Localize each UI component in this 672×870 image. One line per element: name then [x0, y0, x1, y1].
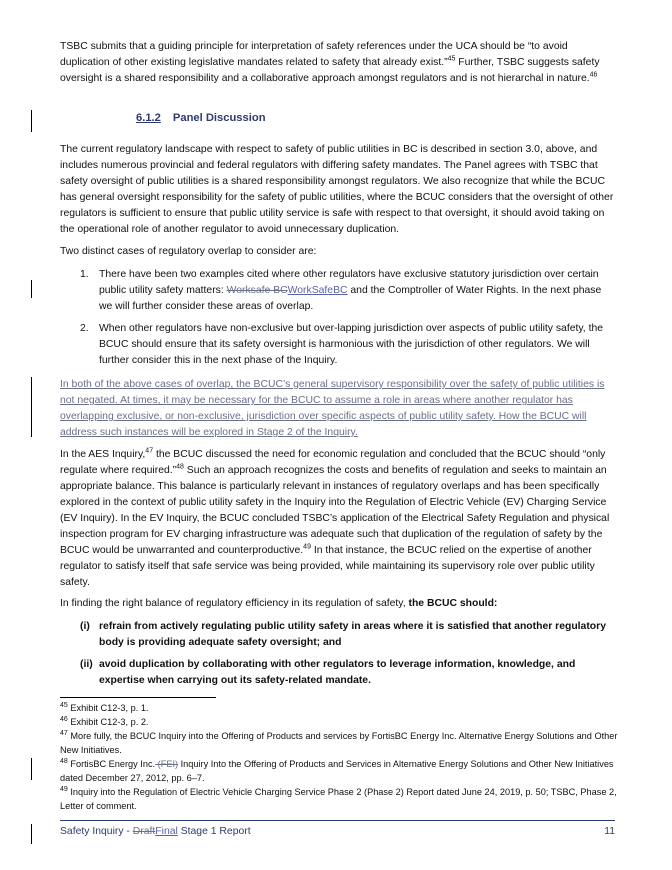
section-number: 6.1.2: [136, 112, 161, 124]
aes-text: Such an approach recognizes the costs and benefits of regulation and seeks to maintain an appropriate balance. This balance is particularly relevant in instances of regulatory overlaps and has been specifically explored in the context of public utility safety in the Inquiry into the Regulation of Electric Vehicle (EV) Charging Service (EV Inquiry). In the EV Inquiry, the BCUC concluded TSBC’s application of the Electrical Safety Regulation and physical inspection program for EV charging infrastructure was adequate such that duplication of the regulation of safety by the BCUC would be unwarranted and counterproductive.: [60, 465, 610, 556]
footnote-separator: [60, 697, 216, 698]
change-bar: [31, 824, 32, 844]
deleted-text: Worksafe BC: [226, 285, 288, 296]
list-text: When other regulators have non-exclusive but over-lapping jurisdiction over aspects of public utility safety, the BCUC should ensure that its safety oversight is harmonious with the jurisdiction of other regulators. We will further consider this in the next phase of the Inquiry.: [99, 323, 604, 366]
footnote-text: FortisBC Energy Inc.: [67, 759, 156, 769]
list-text: There have been two examples cited where other regulators have exclusive statutory jurisdiction over certain public utility safety matters:: [99, 269, 599, 296]
conclusion-text: In finding the right balance of regulatory efficiency in its regulation of safety,: [60, 598, 409, 609]
footnote-text: More fully, the BCUC Inquiry into the Offering of Products and services by FortisBC Energy Inc. Alternative Energy Solutions and Other New Initiatives.: [60, 731, 618, 755]
list-item: [60, 619, 615, 651]
conclusion-bold: the BCUC should:: [408, 598, 498, 609]
list-marker: 1.: [80, 269, 89, 280]
footnote-number: 45: [60, 701, 68, 709]
footnote-number: 48: [60, 757, 68, 765]
list-text: avoid duplication by collaborating with other regulators to leverage information, knowledge, and expertise when carrying out its safety-related mandate.: [99, 659, 576, 686]
footnote: [60, 758, 620, 785]
cases-intro: Two distinct cases of regulatory overlap to consider are:: [60, 246, 317, 257]
list-item: [60, 657, 615, 689]
section-heading: [136, 112, 266, 124]
footnote-number: 47: [60, 729, 68, 737]
change-bar: [31, 758, 32, 780]
footnote-text: Exhibit C12-3, p. 1.: [67, 703, 149, 713]
aes-paragraph: [60, 447, 615, 591]
inserted-paragraph: In both of the above cases of overlap, the BCUC’s general supervisory responsibility over the safety of public utilities is not negated. At times, it may be necessary for the BCUC to assume a role in areas where another regulator has overlapping exclusive, or non-exclusive, jurisdiction over specific aspects of public utility safety. How the BCUC will address such instances will be explored in Stage 2 of the Inquiry.: [60, 379, 605, 438]
conclusion-lead: [60, 596, 615, 612]
deleted-text: (FEI): [155, 759, 179, 769]
footnote-ref[interactable]: 47: [145, 447, 154, 455]
footnote-text: Inquiry Into the Offering of Products and Services in Alternative Energy Solutions and Other New Initiatives dated December 27, 2012, pp. 6–7.: [60, 759, 614, 783]
change-bar: [31, 110, 32, 132]
footnote: [60, 702, 620, 716]
list-item: [60, 267, 615, 315]
section-title: Panel Discussion: [172, 112, 266, 124]
aes-text: In the AES Inquiry,: [60, 449, 146, 460]
aes-text: In that instance, the BCUC relied on the expertise of another regulator to satisfy itself that safe service was being provided, while maintaining its supervisory role over public utility safety.: [60, 545, 595, 588]
footnote-ref[interactable]: 48: [176, 463, 184, 471]
intro-text: TSBC submits that a guiding principle for interpretation of safety references under the UCA should be “to avoid duplication of other existing legislative mandates related to safety that already exist.”: [60, 41, 568, 68]
intro-text: Further, TSBC suggests safety oversight is a shared responsibility and a collaborative approach amongst regulators and is not hierarchal in nature.: [60, 57, 600, 84]
aes-text: the BCUC discussed the need for economic regulation and concluded that the BCUC should “only regulate where required.”: [60, 449, 606, 476]
list-text: refrain from actively regulating public utility safety in areas where it is satisfied that another regulatory body is providing adequate safety oversight; and: [99, 621, 606, 648]
footnote: [60, 730, 620, 757]
footnote-text: Inquiry into the Regulation of Electric Vehicle Charging Service Phase 2 (Phase 2) Report dated June 24, 2019, p. 50; TSBC, Phase 2, Letter of comment.: [60, 787, 617, 811]
deleted-text: Draft: [132, 826, 156, 837]
cases-list: [60, 267, 615, 369]
list-marker: 2.: [80, 323, 89, 334]
list-marker: (i): [80, 621, 90, 632]
footnote-ref[interactable]: 45: [447, 55, 456, 63]
footer-text: Safety Inquiry -: [60, 826, 133, 837]
intro-paragraph: [60, 39, 615, 87]
inserted-text: WorkSafeBC: [287, 285, 348, 296]
list-marker: (ii): [80, 659, 93, 670]
footnote-number: 49: [60, 785, 68, 793]
page-number: 11: [604, 826, 615, 837]
inserted-text: Final: [155, 826, 178, 837]
footer-rule: [60, 820, 615, 821]
footnote-ref[interactable]: 46: [589, 71, 598, 79]
change-bar: [31, 377, 32, 437]
footer-text: Stage 1 Report: [177, 826, 251, 837]
conclusion-list: [60, 619, 615, 689]
list-text: and the Comptroller of Water Rights. In the next phase we will further consider these areas of overlap.: [99, 285, 602, 312]
change-bar: [31, 280, 32, 298]
list-item: [60, 321, 615, 369]
footnote-text: Exhibit C12-3, p. 2.: [67, 717, 149, 727]
panel-paragraph: The current regulatory landscape with respect to safety of public utilities in BC is described in section 3.0, above, and includes numerous provincial and federal regulators with differing safety mandates. The Panel agrees with TSBC that safety oversight of public utilities is a shared responsibility amongst regulators. We also recognize that while the BCUC has general oversight responsibility for the safety of public utilities, where the BCUC considers that the oversight of other regulators is sufficient to ensure that public utility service is safe with respect to that oversight, it should avoid taking on the operational role of another regulator to avoid unnecessary duplication.: [60, 144, 614, 235]
page-footer: [60, 826, 615, 837]
footnote: [60, 716, 620, 730]
footnote: [60, 786, 620, 813]
footnote-number: 46: [60, 715, 68, 723]
footnote-ref[interactable]: 49: [303, 543, 311, 551]
